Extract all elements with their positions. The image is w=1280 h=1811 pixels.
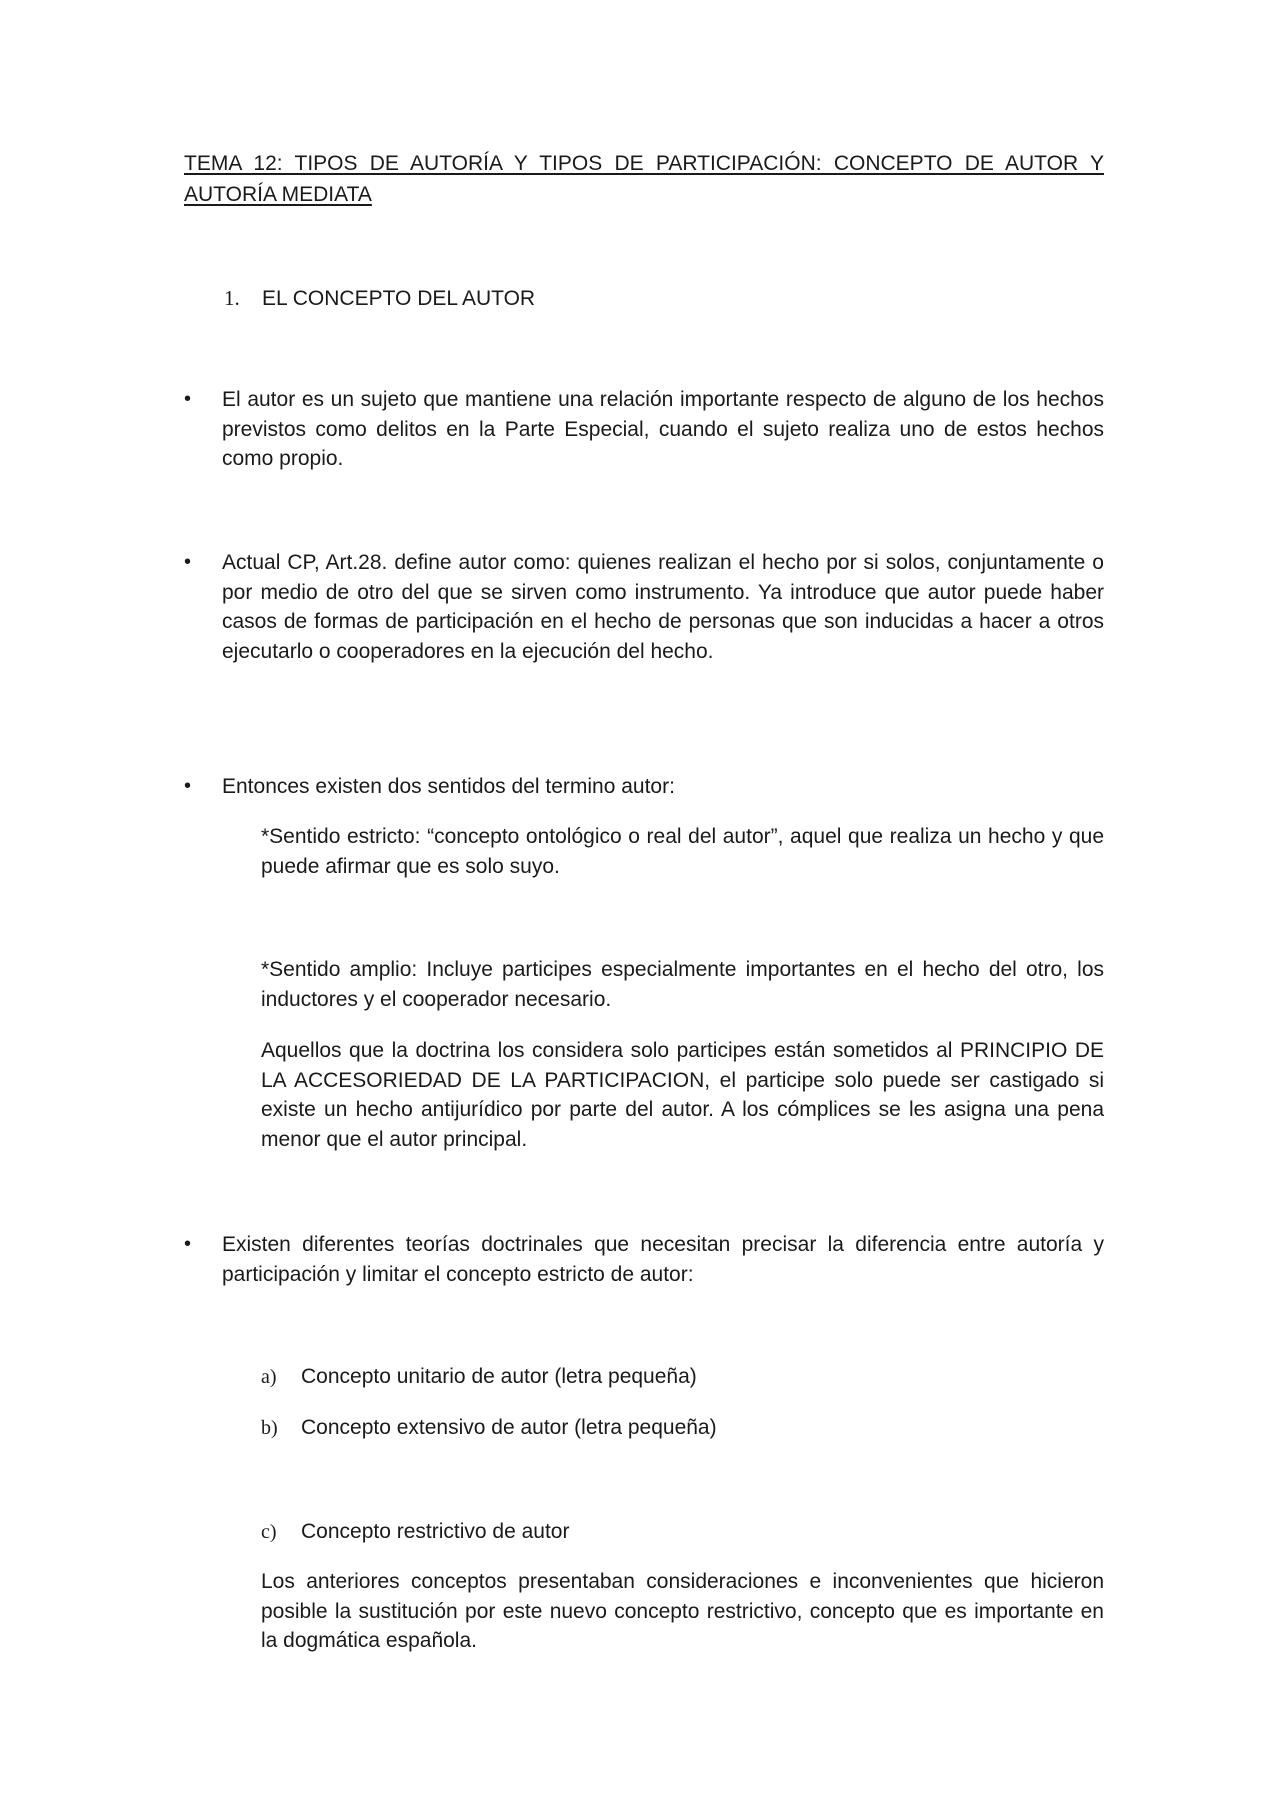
bullet-item [184, 548, 1104, 666]
concept-text: Concepto unitario de autor (letra pequeña) [301, 1365, 697, 1388]
bullet-icon: • [184, 388, 192, 410]
accesoriedad-paragraph: Aquellos que la doctrina los considera solo participes están sometidos al PRINCIPIO DE LA ACCESORIEDAD DE LA PARTICIPACION, el participe solo puede ser castigado si existe un hecho antijurídico por parte del autor. A los cómplices se les asigna una pena menor que el autor principal. [261, 1039, 1104, 1151]
bullet-icon: • [184, 551, 192, 573]
bullet-text: Entonces existen dos sentidos del termino autor: [222, 775, 675, 798]
closing-paragraph: Los anteriores conceptos presentaban consideraciones e inconvenientes que hicieron posible la sustitución por este nuevo concepto restrictivo, concepto que es importante en la dogmática española. [261, 1570, 1104, 1652]
concept-item [261, 1413, 1104, 1444]
concept-letter: c) [261, 1521, 277, 1543]
concept-item [261, 1362, 1104, 1393]
bullet-icon: • [184, 1233, 192, 1255]
document-title [184, 148, 1104, 210]
bullet-item [184, 1230, 1104, 1289]
concept-text: Concepto extensivo de autor (letra pequeña) [301, 1416, 717, 1439]
sentido-estricto-paragraph: *Sentido estricto: “concepto ontológico o real del autor”, aquel que realiza un hecho y que puede afirmar que es solo suyo. [261, 825, 1104, 878]
bullet-text: Actual CP, Art.28. define autor como: quienes realizan el hecho por si solos, conjuntamente o por medio de otro del que se sirven como instrumento. Ya introduce que autor puede haber casos de formas de participación en el hecho de personas que son inducidas a hacer a otros ejecutarlo o cooperadores en la ejecución del hecho. [222, 551, 1104, 663]
concept-text: Concepto restrictivo de autor [301, 1520, 570, 1543]
concept-item [261, 1517, 1104, 1548]
bullet-item [184, 772, 1104, 802]
bullet-text: Existen diferentes teorías doctrinales que necesitan precisar la diferencia entre autoría y participación y limitar el concepto estricto de autor: [222, 1233, 1104, 1286]
sentido-amplio-paragraph: *Sentido amplio: Incluye participes especialmente importantes en el hecho del otro, los inductores y el cooperador necesario. [261, 958, 1104, 1011]
section-title: EL CONCEPTO DEL AUTOR [262, 287, 536, 310]
bullet-item [184, 385, 1104, 474]
bullet-text: El autor es un sujeto que mantiene una relación importante respecto de alguno de los hechos previstos como delitos en la Parte Especial, cuando el sujeto realiza uno de estos hechos como propio. [222, 388, 1104, 470]
concept-letter: b) [261, 1417, 278, 1439]
section-number: 1. [224, 286, 240, 310]
section-heading [224, 283, 535, 314]
bullet-icon: • [184, 775, 192, 797]
document-title-text: TEMA 12: TIPOS DE AUTORÍA Y TIPOS DE PARTICIPACIÓN: CONCEPTO DE AUTOR Y AUTORÍA MEDIATA [184, 152, 1104, 206]
concept-letter: a) [261, 1366, 277, 1388]
